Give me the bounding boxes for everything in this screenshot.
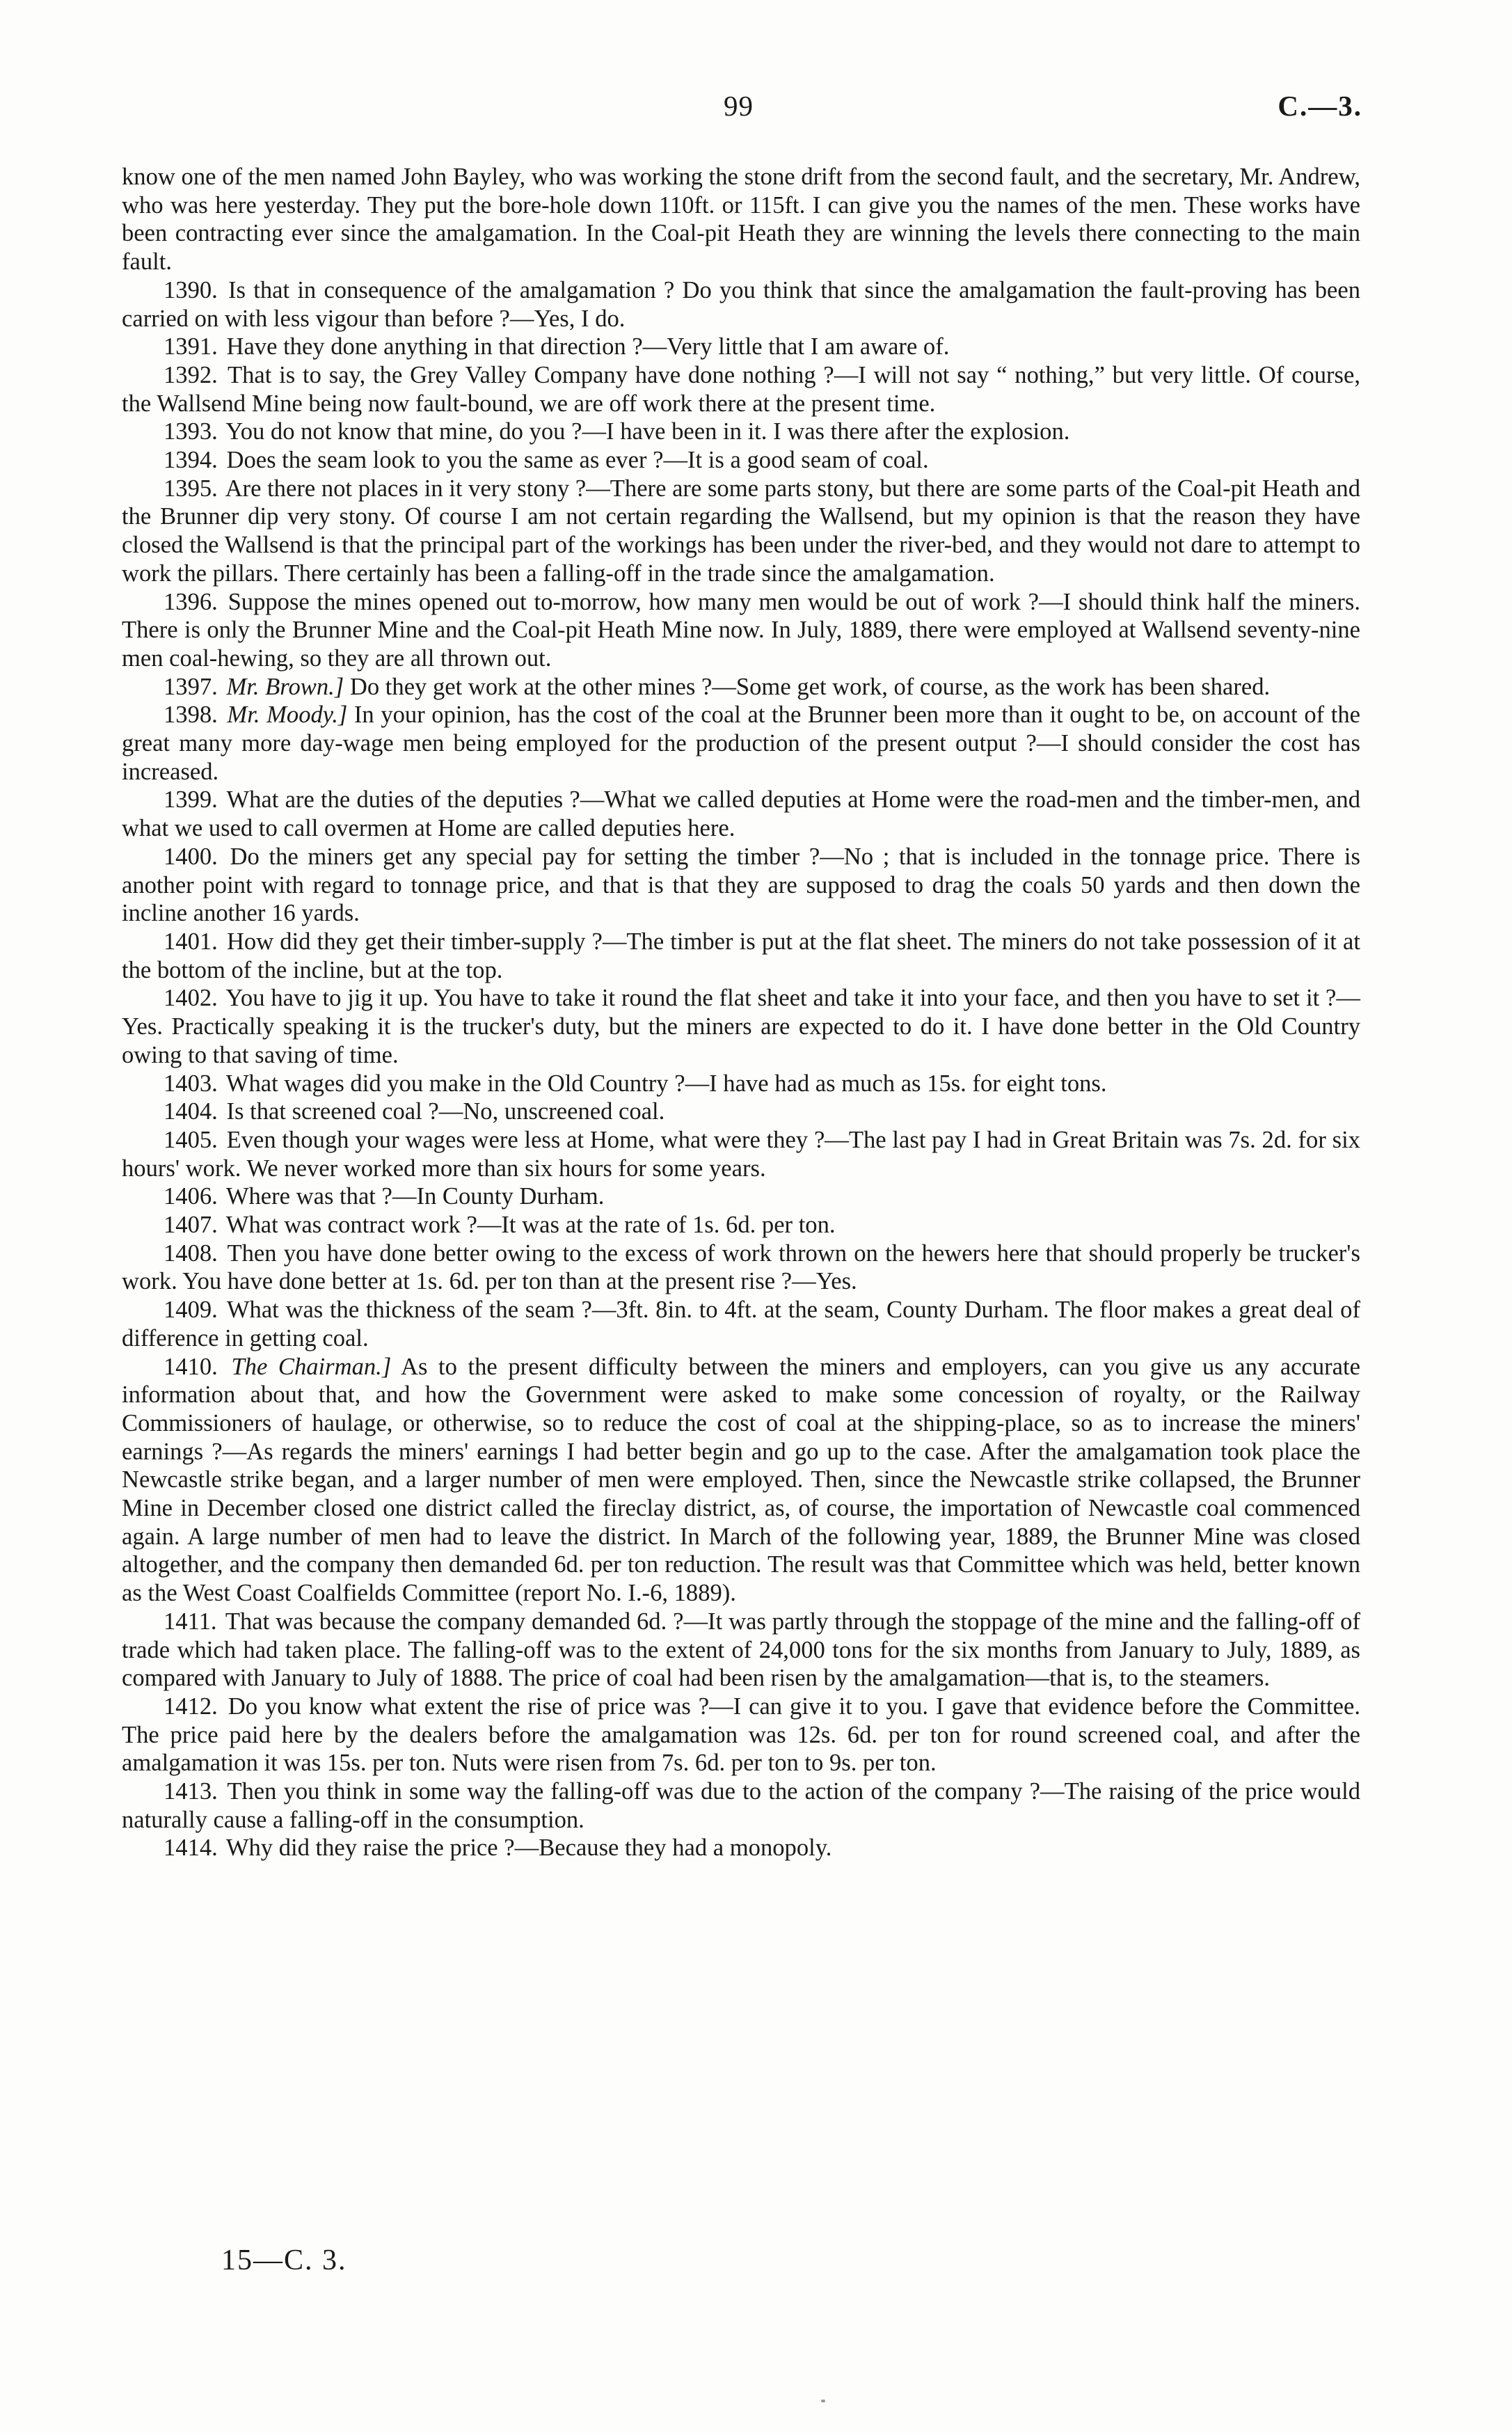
testimony-text: In your opinion, has the cost of the coal at the Brunner been more than it ought to be, on account of the great many more day-wage men being employed for the production of the present output ?—I should consider the cost has increased. [122,702,1360,785]
document-reference: C.—3. [1278,90,1362,122]
question-number: 1393. [164,418,218,445]
testimony-paragraph [122,475,1360,588]
question-number: 1411. [164,1608,217,1635]
testimony-paragraph [122,446,1360,475]
testimony-text: Is that in consequence of the amalgamation ? Do you think that since the amalgamation the fault-proving has been carried on with less vigour than before ?—Yes, I do. [122,276,1360,332]
testimony-paragraph [122,1097,1360,1126]
question-number: 1414. [164,1834,218,1862]
signature-mark: 15—C. 3. [221,2244,347,2276]
question-number: 1403. [164,1070,218,1097]
testimony-text: As to the present difficulty between the miners and employers, can you give us any accurate information about that, and how the Government were asked to make some concession of royalty, or the Railway Commissioners of haulage, or otherwise, so to reduce the cost of coal at the shipping-place, so as to increase the miners' earnings ?—As regards the miners' earnings I had better begin and go up to the case. After the amalgamation took place the Newcastle strike began, and a larger number of men were employed. Then, since the Newcastle strike collapsed, the Brunner Mine in December closed one district called the fireclay district, as, of course, the importation of Newcastle coal commenced again. A large number of men had to leave the district. In March of the following year, 1889, the Brunner Mine was closed altogether, and the company then demanded 6d. per ton reduction. The result was that Committee which was held, better known as the West Coast Coalfields Committee (report No. I.-6, 1889). [122,1353,1360,1607]
testimony-paragraph [122,1353,1360,1608]
testimony-paragraph [122,673,1360,702]
page-number: 99 [724,90,754,122]
question-number: 1413. [164,1778,218,1805]
testimony-paragraph [122,984,1360,1069]
testimony-paragraph [122,928,1360,984]
question-number: 1394. [164,447,218,474]
testimony-paragraph [122,361,1360,418]
testimony-text: Do they get work at the other mines ?—Some get work, of course, as the work has been shared. [349,673,1271,700]
testimony-text: That was because the company demanded 6d. ?—It was partly through the stoppage of the mine and the falling-off of trade which had taken place. The falling-off was to the extent of 24,000 tons for the six months from January to July, 1889, as compared with January to July of 1888. The price of coal had been risen by the amalgamation—that is, to the steamers. [122,1608,1360,1692]
testimony-text: Suppose the mines opened out to-morrow, how many men would be out of work ?—I should think half the miners. There is only the Brunner Mine and the Coal-pit Heath Mine now. In July, 1889, there were employed at Wallsend seventy-nine men coal-hewing, so they are all thrown out. [122,588,1360,672]
testimony-paragraph [122,1126,1360,1182]
testimony-text: You do not know that mine, do you ?—I have been in it. I was there after the explosion. [225,418,1070,445]
testimony-paragraph [122,701,1360,786]
testimony-text: Are there not places in it very stony ?—There are some parts stony, but there are some parts of the Coal-pit Heath and the Brunner dip very stony. Of course I am not certain regarding the Wallsend, but my opinion is that the reason they have closed the Wallsend is that the principal part of the workings has been under the river-bed, and they would not dare to attempt to work the pillars. There certainly has been a falling-off in the trade since the amalgamation. [122,475,1360,587]
testimony-paragraph [122,1182,1360,1211]
question-number: 1407. [164,1212,218,1239]
question-number: 1399. [164,786,218,814]
question-number: 1398. [164,702,218,729]
testimony-paragraph [122,588,1360,673]
testimony-text: Even though your wages were less at Home, what were they ?—The last pay I had in Great Britain was 7s. 2d. for six hours' work. We never worked more than six hours for some years. [122,1126,1360,1182]
question-number: 1406. [164,1183,218,1210]
page-header [0,89,1512,131]
testimony-paragraph [122,418,1360,446]
question-number: 1410. [164,1353,218,1380]
testimony-text: Where was that ?—In County Durham. [225,1183,605,1210]
question-number: 1412. [164,1693,218,1720]
testimony-text: How did they get their timber-supply ?—The timber is put at the flat sheet. The miners do not take possession of it at the bottom of the incline, but at the top. [122,928,1360,983]
testimony-paragraph [122,1777,1360,1834]
testimony-text: Do you know what extent the rise of price was ?—I can give it to you. I gave that evidence before the Committee. The price paid here by the dealers before the amalgamation was 12s. 6d. per ton for round screened coal, and after the amalgamation it was 15s. per ton. Nuts were risen from 7s. 6d. per ton to 9s. per ton. [122,1693,1360,1777]
testimony-text: Is that screened coal ?—No, unscreened coal. [226,1098,665,1125]
testimony-paragraph [122,1608,1360,1693]
testimony-paragraph [122,1070,1360,1098]
testimony-text: What are the duties of the deputies ?—What we called deputies at Home were the road-men and the timber-men, and what we used to call overmen at Home are called deputies here. [122,786,1360,842]
question-number: 1405. [164,1126,218,1153]
testimony-paragraph [122,1239,1360,1296]
testimony-text: Then you have done better owing to the excess of work thrown on the hewers here that should properly be trucker's work. You have done better at 1s. 6d. per ton than at the present rise ?—Yes. [122,1239,1360,1295]
question-number: 1396. [164,588,218,615]
question-number: 1409. [164,1297,218,1324]
speaker-name: Mr. Brown.] [226,673,344,700]
question-number: 1400. [164,843,218,870]
question-number: 1391. [164,333,218,360]
question-number: 1408. [164,1239,218,1267]
question-number: 1404. [164,1098,218,1125]
continued-paragraph: know one of the men named John Bayley, who was working the stone drift from the second fault, and the secretary, Mr. Andrew, who was here yesterday. They put the bore-hole down 110ft. or 115ft. I can give you the names of the men. These works have been contracting ever since the amalgamation. In the Coal-pit Heath they are winning the levels there connecting to the main fault. [122,164,1360,276]
testimony-text: Have they done anything in that direction ?—Very little that I am aware of. [226,333,950,360]
testimony-text: That is to say, the Grey Valley Company have done nothing ?—I will not say “ nothing,” but very little. Of course, the Wallsend Mine being now fault-bound, we are off work there at the present time. [122,361,1360,417]
testimony-paragraph [122,1693,1360,1777]
testimony-paragraph [122,276,1360,333]
testimony-text: Then you think in some way the falling-off was due to the action of the company ?—The raising of the price would naturally cause a falling-off in the consumption. [122,1778,1360,1833]
testimony-paragraph [122,1834,1360,1862]
testimony-text: What was the thickness of the seam ?—3ft. 8in. to 4ft. at the seam, County Durham. The floor makes a great deal of difference in getting coal. [122,1297,1360,1352]
scan-speck [821,2400,825,2402]
testimony-text: What was contract work ?—It was at the rate of 1s. 6d. per ton. [225,1212,836,1239]
testimony-paragraph [122,786,1360,842]
question-number: 1402. [164,985,218,1012]
testimony-text: What wages did you make in the Old Country ?—I have had as much as 15s. for eight tons. [225,1070,1107,1097]
body-text [122,163,1360,1862]
testimony-paragraph [122,843,1360,928]
question-number: 1401. [164,928,218,955]
question-number: 1392. [164,361,218,388]
question-number: 1390. [164,276,218,303]
testimony-paragraph [122,1211,1360,1239]
testimony-text: Does the seam look to you the same as ever ?—It is a good seam of coal. [226,447,929,474]
testimony-text: Why did they raise the price ?—Because they had a monopoly. [225,1834,832,1862]
testimony-text: Do the miners get any special pay for setting the timber ?—No ; that is included in the tonnage price. There is another point with regard to tonnage price, and that is that they are supposed to drag the coals 50 yards and then down the incline another 16 yards. [122,843,1360,927]
testimony-paragraph [122,1296,1360,1352]
speaker-name: Mr. Moody.] [227,702,348,729]
question-number: 1395. [164,475,218,502]
testimony-paragraph [122,333,1360,361]
speaker-name: The Chairman.] [231,1353,392,1380]
question-number: 1397. [164,673,218,700]
testimony-text: You have to jig it up. You have to take it round the flat sheet and take it into your face, and then you have to set it ?—Yes. Practically speaking it is the trucker's duty, but the miners are expected to do it. I have done better in the Old Country owing to that saving of time. [122,985,1360,1068]
